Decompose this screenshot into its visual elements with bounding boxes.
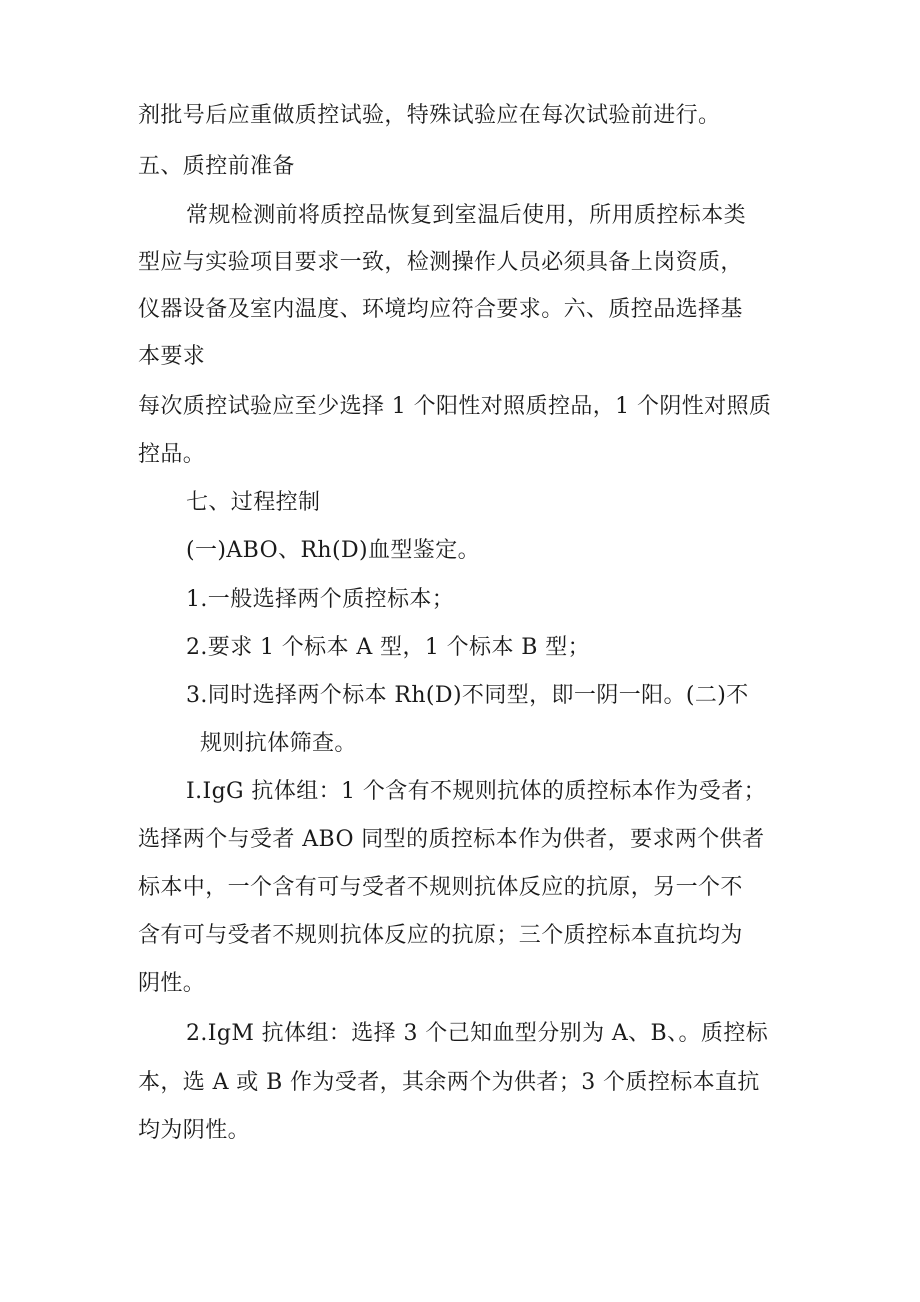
text-line-18: 含有可与受者不规则抗体反应的抗原；三个质控标本直抗均为 [138,923,743,948]
text-line-22: 均为阴性。 [138,1118,251,1143]
text-line-6: 本要求 [138,344,206,369]
text-line-7: 每次质控试验应至少选择 1 个阳性对照质控品，1 个阴性对照质 [138,394,772,419]
list-item-2: 2.要求 1 个标本 A 型，1 个标本 B 型； [186,635,590,660]
subsection-heading-2: 规则抗体筛查。 [200,731,357,756]
text-line-17: 标本中，一个含有可与受者不规则抗体反应的抗原，另一个不 [138,875,743,900]
section-heading-5: 五、质控前准备 [138,154,295,179]
text-line-15: I.IgG 抗体组：1 个含有不规则抗体的质控标本作为受者； [186,779,767,804]
subsection-heading-1: (一)ABO、Rh(D)血型鉴定。 [186,538,481,563]
text-line-3: 常规检测前将质控品恢复到室温后使用，所用质控标本类 [186,203,747,228]
text-line-1: 剂批号后应重做质控试验，特殊试验应在每次试验前进行。 [138,103,721,128]
text-line-8: 控品。 [138,442,206,467]
text-line-19: 阴性。 [138,971,206,996]
text-line-5: 仪器设备及室内温度、环境均应符合要求。六、质控品选择基 [138,297,743,322]
text-line-20: 2.IgM 抗体组：选择 3 个己知血型分别为 A、B、。质控标 [186,1021,769,1046]
text-line-16: 选择两个与受者 ABO 同型的质控标本作为供者，要求两个供者 [138,827,765,852]
list-item-3: 3.同时选择两个标本 Rh(D)不同型，即一阴一阳。(二)不 [186,683,749,708]
text-line-21: 本，选 A 或 B 作为受者，其余两个为供者；3 个质控标本直抗 [138,1070,760,1095]
section-heading-7: 七、过程控制 [186,490,321,515]
list-item-1: 1.一般选择两个质控标本； [186,587,455,612]
text-line-4: 型应与实验项目要求一致，检测操作人员必须具备上岗资质， [138,250,743,275]
